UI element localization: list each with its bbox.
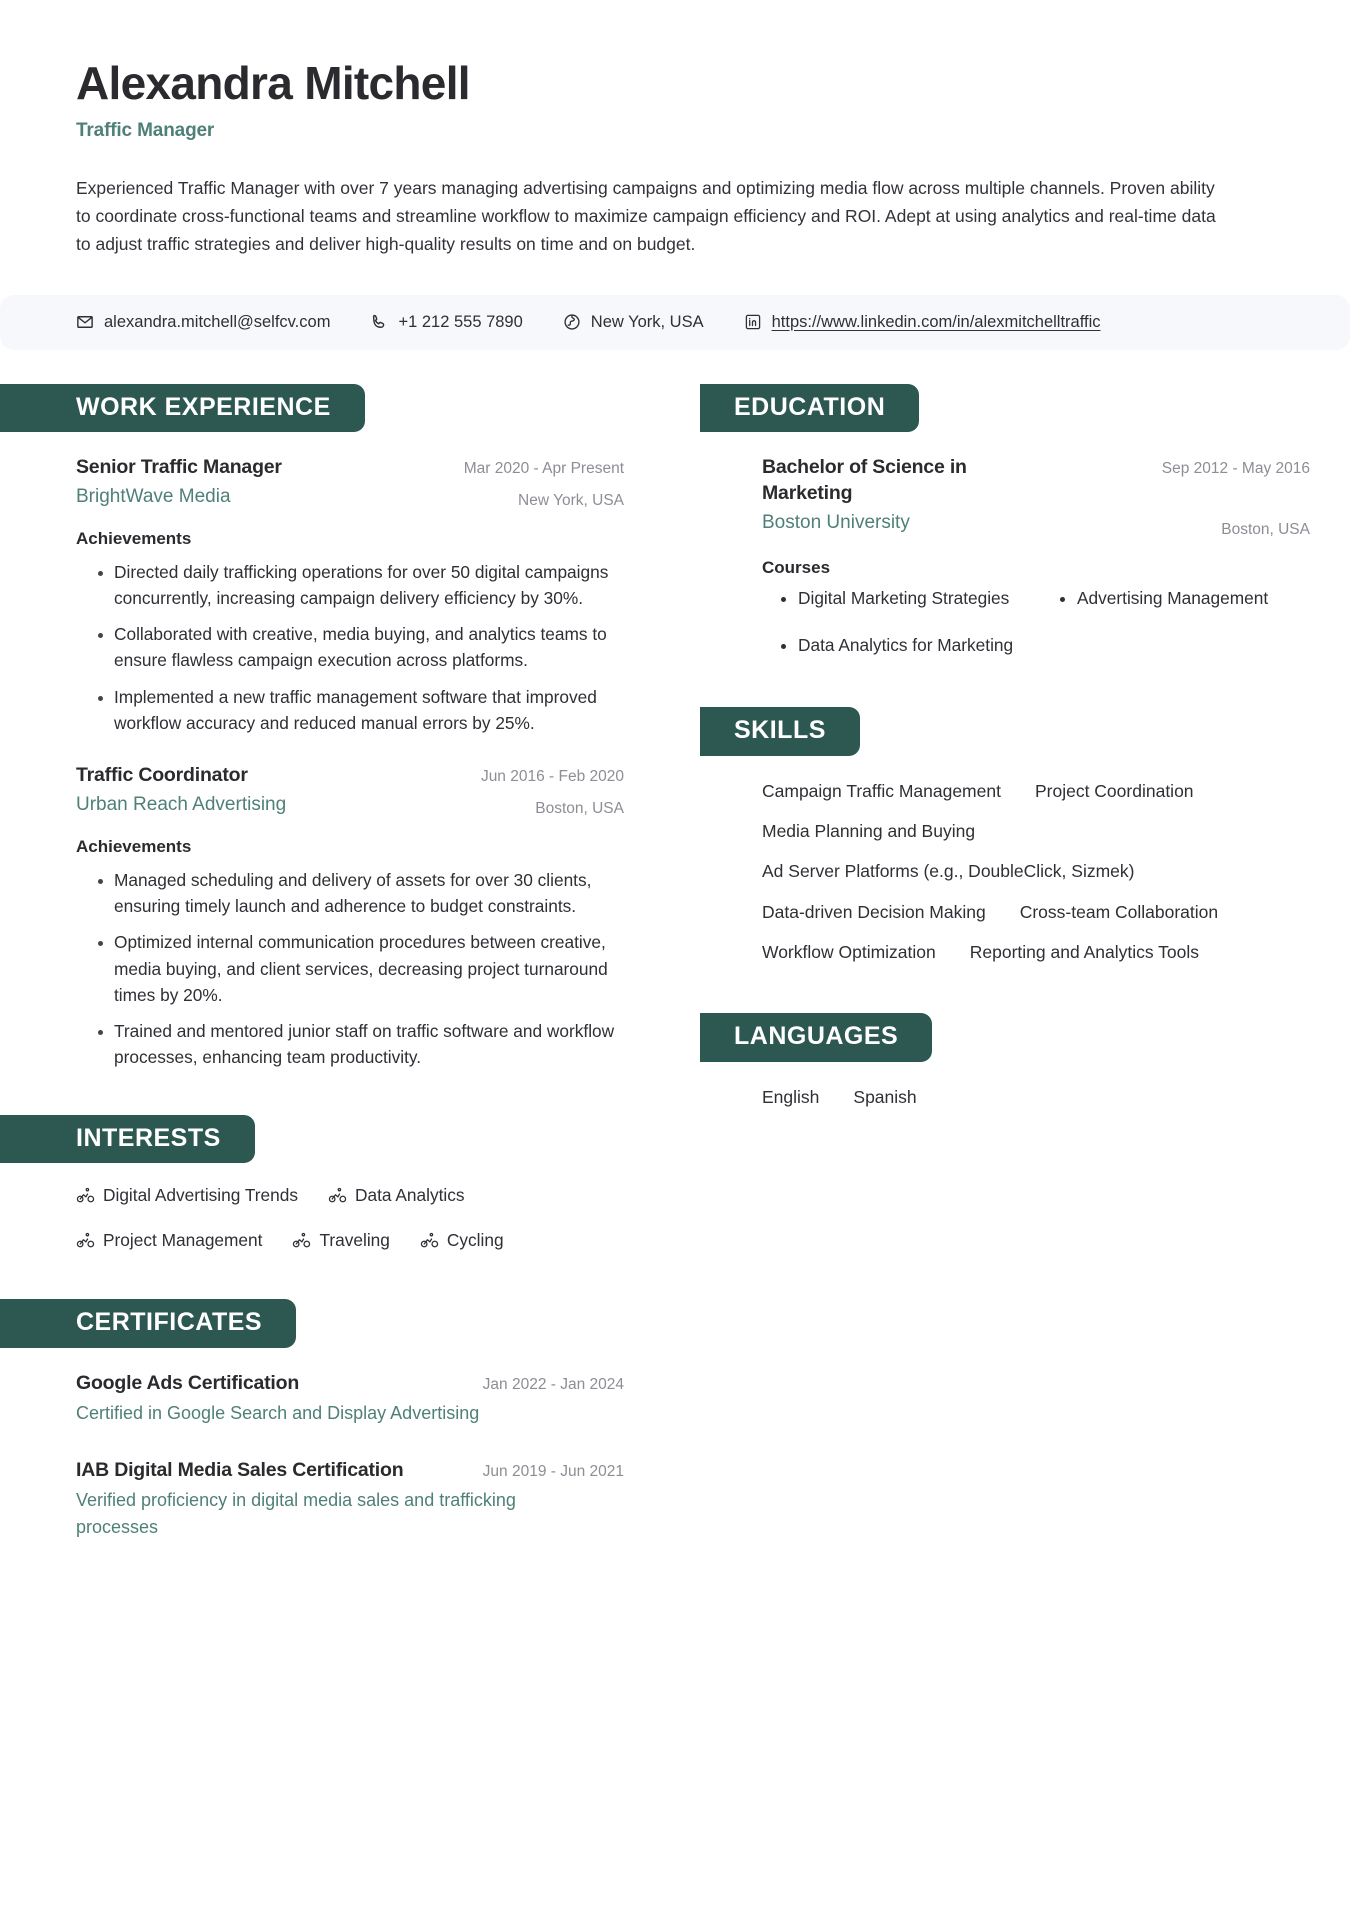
education-degree: Bachelor of Science in Marketing xyxy=(762,456,967,505)
contact-bar xyxy=(0,295,1350,350)
certificate-entry xyxy=(76,1457,624,1541)
work-entry-organization: BrightWave Media xyxy=(76,486,231,508)
skill-item: Campaign Traffic Management xyxy=(762,780,1001,801)
courses-column-one xyxy=(762,586,1031,682)
envelope-icon xyxy=(76,313,94,331)
certificate-title: IAB Digital Media Sales Certification xyxy=(76,1458,404,1481)
interest-label: Traveling xyxy=(319,1230,390,1251)
certificate-date: Jun 2019 - Jun 2021 xyxy=(482,1462,624,1480)
work-entry-location: Boston, USA xyxy=(535,800,624,818)
interest-item xyxy=(292,1230,389,1251)
education-entry xyxy=(762,454,1310,681)
courses-column-two xyxy=(1041,586,1310,682)
contact-location-text: New York, USA xyxy=(590,312,704,331)
education-body xyxy=(700,432,1350,681)
bullet-item: • Implemented a new traffic management software that improved workflow accuracy and reduced manual errors by 25%. xyxy=(114,684,624,737)
bicycle-icon xyxy=(76,1231,95,1250)
contact-phone[interactable] xyxy=(370,313,522,332)
languages-list xyxy=(762,1084,1310,1110)
work-entry-subheading: Achievements xyxy=(76,528,192,548)
skill-item: Workflow Optimization xyxy=(762,941,936,962)
bullet-item: • Managed scheduling and delivery of assets for over 30 clients, ensuring timely launch and adherence to budget constraints. xyxy=(114,867,624,920)
skills-body xyxy=(700,756,1350,965)
candidate-name: Alexandra Mitchell xyxy=(76,57,470,109)
interests-body xyxy=(0,1163,700,1251)
right-column xyxy=(700,384,1350,1122)
section-languages xyxy=(700,1013,1350,1110)
interest-label: Project Management xyxy=(103,1230,263,1251)
candidate-job-title: Traffic Manager xyxy=(76,119,215,141)
skill-item: Cross-team Collaboration xyxy=(1019,901,1219,922)
interest-item xyxy=(76,1230,262,1251)
skills-list xyxy=(762,778,1232,965)
contact-phone-text: +1 212 555 7890 xyxy=(398,312,523,331)
interest-label: Cycling xyxy=(446,1230,504,1251)
resume-body xyxy=(0,384,1350,1568)
work-entry-date: Jun 2016 - Feb 2020 xyxy=(480,768,624,786)
professional-summary: Experienced Traffic Manager with over 7 years managing advertising campaigns and optimizing media flow across multiple channels. Proven ability to coordinate cross-functional teams and streamline workflow to maximize campaign efficiency and ROI. Adept at using analytics and real-time data to adjust traffic strategies and deliver high-quality results on time and on budget. xyxy=(76,177,1216,255)
section-certificates xyxy=(0,1299,700,1541)
interest-item xyxy=(420,1230,504,1251)
globe-icon xyxy=(563,313,581,331)
skill-item: Ad Server Platforms (e.g., DoubleClick, Sizmek) xyxy=(762,861,1135,882)
section-title-languages: LANGUAGES xyxy=(700,1013,932,1062)
work-entry-subheading: Achievements xyxy=(76,836,192,856)
section-title-work-experience: WORK EXPERIENCE xyxy=(0,384,365,433)
education-date: Sep 2012 - May 2016 xyxy=(1161,460,1310,478)
work-entry-bullets xyxy=(76,867,624,1071)
work-entry xyxy=(76,762,624,1070)
work-experience-body xyxy=(0,432,700,1071)
education-institution: Boston University xyxy=(762,512,910,534)
language-item: Spanish xyxy=(853,1086,917,1107)
course-item: • Digital Marketing Strategies xyxy=(798,586,1031,612)
phone-icon xyxy=(370,313,388,331)
certificate-description: Certified in Google Search and Display Advertising xyxy=(76,1402,480,1423)
work-entry-date: Mar 2020 - Apr Present xyxy=(463,460,624,478)
certificate-title: Google Ads Certification xyxy=(76,1371,300,1394)
contact-email-text: alexandra.mitchell@selfcv.com xyxy=(104,312,331,331)
work-entry-title: Senior Traffic Manager xyxy=(76,456,282,479)
education-subheading: Courses xyxy=(762,557,831,577)
section-title-interests: INTERESTS xyxy=(0,1115,255,1164)
certificate-description: Verified proficiency in digital media sales and trafficking processes xyxy=(76,1490,516,1538)
work-entry-location: New York, USA xyxy=(518,492,624,510)
interest-item xyxy=(328,1185,465,1206)
course-item: • Data Analytics for Marketing xyxy=(798,633,1031,659)
skill-item: Project Coordination xyxy=(1034,780,1194,801)
contact-location xyxy=(563,313,704,332)
work-entry-title: Traffic Coordinator xyxy=(76,764,248,787)
bicycle-icon xyxy=(292,1231,311,1250)
course-item: • Advertising Management xyxy=(1077,586,1310,612)
skill-item: Reporting and Analytics Tools xyxy=(969,941,1200,962)
skill-item: Media Planning and Buying xyxy=(762,821,976,842)
interest-label: Data Analytics xyxy=(355,1185,465,1206)
section-work-experience xyxy=(0,384,700,1071)
bicycle-icon xyxy=(76,1186,95,1205)
interest-item xyxy=(76,1185,298,1206)
section-title-education: EDUCATION xyxy=(700,384,919,433)
left-column xyxy=(0,384,700,1568)
language-item: English xyxy=(762,1086,820,1107)
section-education xyxy=(700,384,1350,682)
section-interests xyxy=(0,1115,700,1252)
bullet-item: • Optimized internal communication procedures between creative, media buying, and client services, decreasing project turnaround times by 20%. xyxy=(114,929,624,1008)
skill-item: Data-driven Decision Making xyxy=(762,901,986,922)
contact-linkedin[interactable] xyxy=(744,313,1101,332)
certificate-date: Jan 2022 - Jan 2024 xyxy=(482,1375,624,1393)
section-skills xyxy=(700,707,1350,965)
section-title-skills: SKILLS xyxy=(700,707,860,756)
resume-header xyxy=(0,0,1350,259)
work-entry-organization: Urban Reach Advertising xyxy=(76,794,287,816)
section-title-certificates: CERTIFICATES xyxy=(0,1299,296,1348)
contact-linkedin-text[interactable]: https://www.linkedin.com/in/alexmitchelltraffic xyxy=(771,312,1101,331)
interest-label: Digital Advertising Trends xyxy=(103,1185,298,1206)
interests-list xyxy=(76,1185,624,1251)
bicycle-icon xyxy=(420,1231,439,1250)
contact-email[interactable] xyxy=(76,313,330,332)
courses-grid xyxy=(762,586,1310,682)
bullet-item: • Directed daily trafficking operations for over 50 digital campaigns concurrently, increasing campaign delivery efficiency by 30%. xyxy=(114,559,624,612)
bicycle-icon xyxy=(328,1186,347,1205)
bullet-item: • Collaborated with creative, media buying, and analytics teams to ensure flawless campaign execution across platforms. xyxy=(114,621,624,674)
bullet-item: • Trained and mentored junior staff on traffic software and workflow processes, enhancing team productivity. xyxy=(114,1018,624,1071)
work-entry-bullets xyxy=(76,559,624,737)
certificate-entry xyxy=(76,1370,624,1427)
languages-body xyxy=(700,1062,1350,1110)
work-entry xyxy=(76,454,624,736)
certificates-body xyxy=(0,1348,700,1542)
linkedin-icon xyxy=(744,313,762,331)
education-location: Boston, USA xyxy=(1221,521,1310,539)
